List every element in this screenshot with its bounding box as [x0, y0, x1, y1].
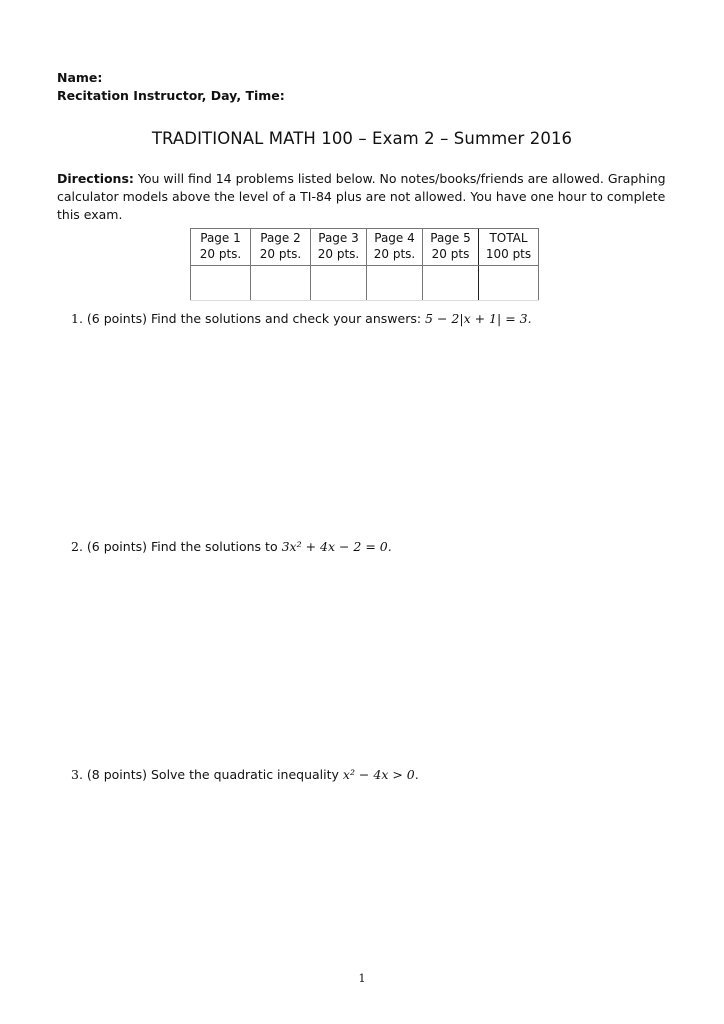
exam-title: TRADITIONAL MATH 100 – Exam 2 – Summer 2016 — [151, 129, 573, 148]
student-info-header — [57, 69, 285, 105]
score-col-points: 20 pts. — [317, 247, 360, 261]
score-cell-page-2 — [251, 266, 311, 301]
score-cell-page-1 — [191, 266, 251, 301]
score-cell-total — [479, 266, 539, 301]
recitation-label: Recitation Instructor, Day, Time: — [57, 88, 285, 103]
problem-text: Find the solutions to — [150, 539, 278, 554]
page-number: 1 — [358, 972, 366, 985]
score-col-label: Page 5 — [430, 231, 471, 245]
score-col-label: Page 3 — [318, 231, 359, 245]
problem-number: 1. — [71, 311, 83, 326]
score-col-label: Page 1 — [200, 231, 241, 245]
score-table — [190, 228, 539, 301]
score-col-page-4 — [367, 229, 423, 266]
score-table-header-row — [191, 229, 539, 266]
score-col-points: 20 pts. — [373, 247, 416, 261]
score-col-page-3 — [311, 229, 367, 266]
problem-equation: 5 − 2|x + 1| = 3. — [425, 311, 532, 326]
directions-paragraph — [57, 170, 672, 224]
score-col-label: TOTAL — [489, 231, 528, 245]
problem-3 — [71, 766, 419, 784]
directions-label: Directions: — [57, 171, 134, 186]
problem-text: Solve the quadratic inequality — [150, 767, 339, 782]
problem-equation: x² − 4x > 0. — [342, 767, 419, 782]
problem-points: (8 points) — [86, 767, 147, 782]
score-col-label: Page 4 — [374, 231, 415, 245]
score-col-label: Page 2 — [260, 231, 301, 245]
problem-2 — [71, 538, 392, 556]
score-cell-page-4 — [367, 266, 423, 301]
score-entry-row — [191, 266, 539, 301]
score-col-page-1 — [191, 229, 251, 266]
score-col-points: 20 pts. — [259, 247, 302, 261]
problem-text: Find the solutions and check your answers: — [150, 311, 422, 326]
problem-number: 3. — [71, 767, 83, 782]
score-col-page-5 — [423, 229, 479, 266]
problem-points: (6 points) — [86, 539, 147, 554]
score-cell-page-3 — [311, 266, 367, 301]
score-col-points: 20 pts — [431, 247, 470, 261]
name-label: Name: — [57, 70, 103, 85]
score-col-page-2 — [251, 229, 311, 266]
score-col-points: 100 pts — [485, 247, 532, 261]
problem-1 — [71, 310, 532, 328]
directions-text: You will find 14 problems listed below. No notes/books/friends are allowed. Graphing calculator models above the level of a TI-84 plus are not allowed. You have one hour to complete this exam. — [57, 171, 666, 222]
score-col-total — [479, 229, 539, 266]
problem-number: 2. — [71, 539, 83, 554]
score-col-points: 20 pts. — [199, 247, 242, 261]
score-cell-page-5 — [423, 266, 479, 301]
problem-equation: 3x² + 4x − 2 = 0. — [281, 539, 392, 554]
problem-points: (6 points) — [86, 311, 147, 326]
